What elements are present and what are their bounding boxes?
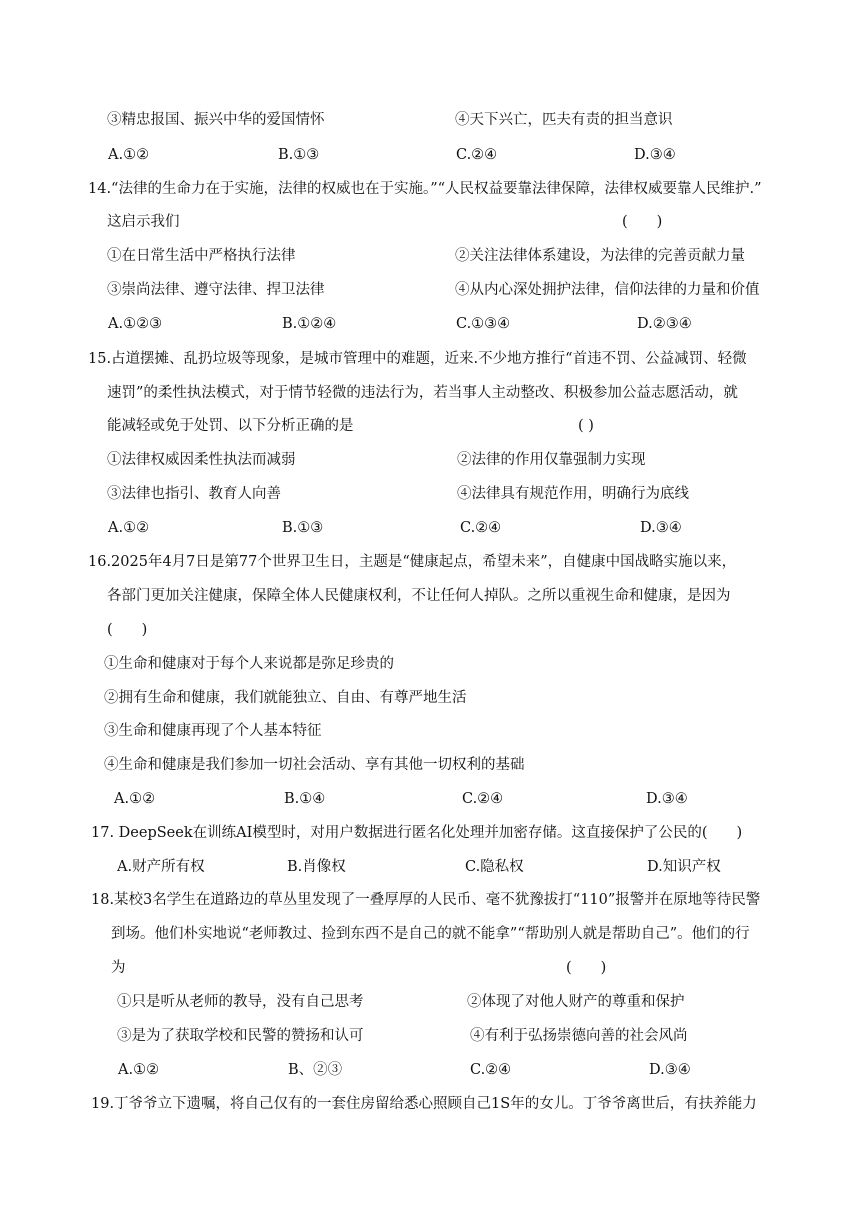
q14-stem-line-1: 14.“法律的生命力在于实施，法律的权威也在于实施。”“人民权益要靠法律保障，法律权威要靠人民维护.” [88,181,762,197]
q16-item-1: ①生命和健康对于每个人来说都是弥足珍贵的 [104,656,394,672]
q18-option-d: D.③④ [649,1062,691,1078]
q18-stem-line-1: 18.某校3名学生在道路边的草丛里发现了一叠厚厚的人民币、毫不犹豫拔打“110”报警并在原地等待民警 [91,892,761,908]
q15-option-c: C.②④ [460,520,502,536]
q17-option-b: B.肖像权 [287,859,346,875]
q16-stem-line-1: 16.2025年4月7日是第77个世界卫生日，主题是“健康起点，希望未来”，自健康中国战略实施以来， [88,554,737,570]
q14-option-b: B.①②④ [282,316,337,332]
q18-option-b: B、②③ [288,1062,343,1078]
q18-item-3: ③是为了获取学校和民警的赞扬和认可 [117,1028,364,1044]
q16-answer-paren: ( ) [107,622,148,638]
q16-item-2: ②拥有生命和健康，我们就能独立、自由、有尊严地生活 [104,690,467,706]
q13-item-3: ③精忠报国、振兴中华的爱国情怀 [107,112,325,128]
q15-answer-paren: ( ) [578,418,594,434]
q15-option-b: B.①③ [282,520,324,536]
q16-item-4: ④生命和健康是我们参加一切社会活动、享有其他一切权利的基础 [104,757,525,773]
q16-option-b: B.①④ [284,791,326,807]
q16-stem-line-2: 各部门更加关注健康，保障全体人民健康权利，不让任何人掉队。之所以重视生命和健康，是因为 [107,588,731,604]
q15-stem-line-1: 15.占道摆摊、乱扔垃圾等现象，是城市管理中的难题，近来.不少地方推行“首违不罚、公益减罚、轻微 [88,351,747,367]
q15-item-1: ①法律权威因柔性执法而减弱 [107,452,296,468]
q14-item-4: ④从内心深处拥护法律，信仰法律的力量和价值 [455,282,760,298]
q18-answer-paren: ( ) [566,960,607,976]
q17-option-d: D.知识产权 [647,859,721,875]
q18-stem-line-2: 到场。他们朴实地说“老师教过、捡到东西不是自己的就不能拿”“帮助别人就是帮助自己”。他们的行 [111,926,750,942]
q15-option-a: A.①② [108,520,150,536]
q16-item-3: ③生命和健康再现了个人基本特征 [104,723,322,739]
q16-option-c: C.②④ [462,791,504,807]
q18-stem-line-3: 为 [111,960,126,976]
q13-option-d: D.③④ [634,147,676,163]
q17-stem-line-1: 17. DeepSeek在训练AI模型时，对用户数据进行匿名化处理并加密存储。这直接保护了公民的( ) [91,825,743,841]
q13-item-4: ④天下兴亡，匹夫有责的担当意识 [455,112,673,128]
q15-item-2: ②法律的作用仅靠强制力实现 [457,452,646,468]
q15-stem-line-2: 速罚”的柔性执法模式，对于情节轻微的违法行为，若当事人主动整改、积极参加公益志愿活动，就 [107,385,738,401]
q17-option-a: A.财产所有权 [117,859,205,875]
q14-stem-line-2: 这启示我们 [107,214,180,230]
q14-item-1: ①在日常生活中严格执行法律 [107,248,296,264]
q18-option-c: C.②④ [470,1062,512,1078]
q14-item-3: ③崇尚法律、遵守法律、捍卫法律 [107,282,325,298]
q14-option-d: D.②③④ [637,316,692,332]
q15-stem-line-3: 能减轻或免于处罚、以下分析正确的是 [107,418,354,434]
q15-item-3: ③法律也指引、教育人向善 [107,486,281,502]
q17-option-c: C.隐私权 [465,859,524,875]
q15-option-d: D.③④ [640,520,682,536]
q16-option-d: D.③④ [646,791,688,807]
q14-answer-paren: ( ) [622,214,663,230]
q14-option-a: A.①②③ [108,316,163,332]
q13-option-c: C.②④ [456,147,498,163]
q19-stem-line-1: 19.丁爷爷立下遗嘱，将自己仅有的一套住房留给悉心照顾自己1S年的女儿。丁爷爷离世后，有扶养能力 [91,1096,757,1112]
q15-item-4: ④法律具有规范作用，明确行为底线 [457,486,689,502]
q18-option-a: A.①② [118,1062,160,1078]
q16-option-a: A.①② [114,791,156,807]
q18-item-4: ④有利于弘扬崇德向善的社会风尚 [470,1028,688,1044]
q18-item-2: ②体现了对他人财产的尊重和保护 [467,994,685,1010]
q13-option-a: A.①② [108,147,150,163]
q18-item-1: ①只是听从老师的教导，没有自己思考 [117,994,364,1010]
q14-option-c: C.①③④ [456,316,511,332]
q13-option-b: B.①③ [278,147,320,163]
q14-item-2: ②关注法律体系建设，为法律的完善贡献力量 [455,248,745,264]
